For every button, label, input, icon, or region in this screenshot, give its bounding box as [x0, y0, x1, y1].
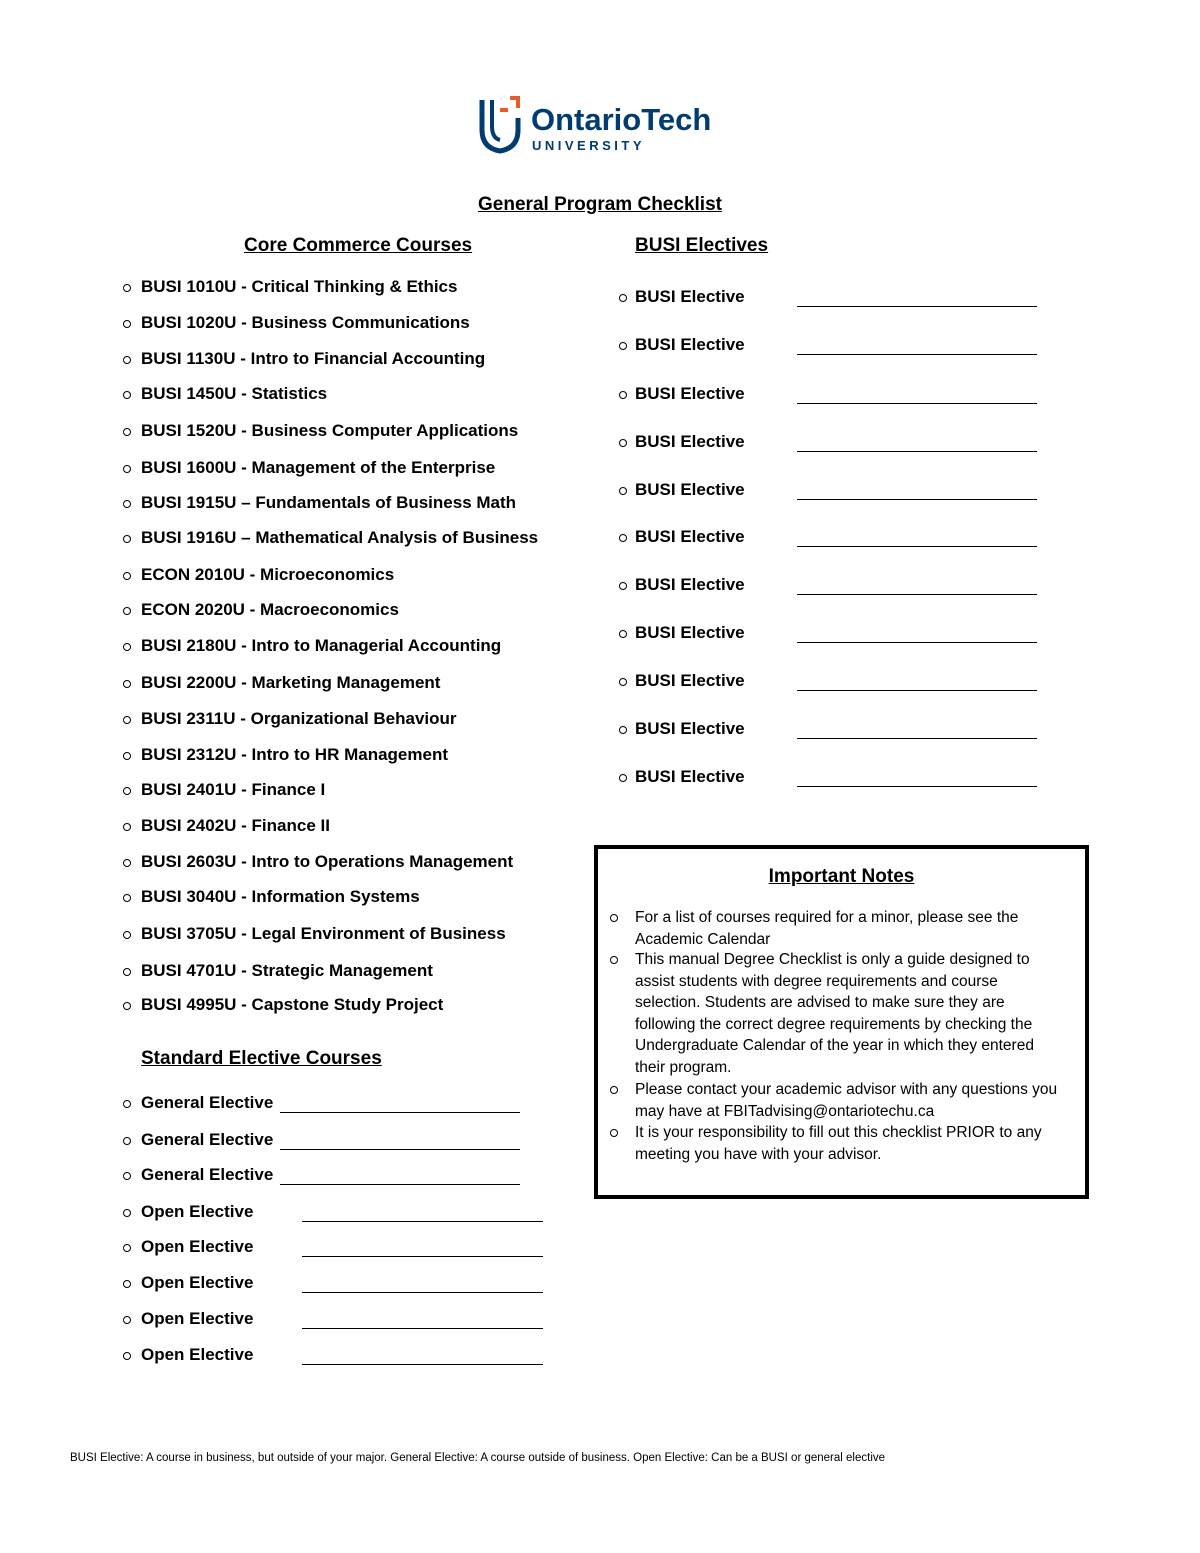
core-course-item: BUSI 1520U - Business Computer Applications — [141, 421, 519, 440]
core-course-item: BUSI 2312U - Intro to HR Management — [141, 745, 448, 764]
fill-in-line[interactable] — [797, 786, 1037, 787]
fill-in-line[interactable] — [280, 1184, 520, 1185]
general-elective-item: General Elective — [141, 1093, 274, 1112]
checkbox-circle-icon[interactable] — [619, 342, 627, 350]
note-bullet-icon — [610, 914, 618, 922]
checkbox-circle-icon[interactable] — [619, 487, 627, 495]
busi-elective-item: BUSI Elective — [635, 384, 745, 403]
core-course-item: ECON 2010U - Microeconomics — [141, 565, 395, 584]
checkbox-circle-icon[interactable] — [123, 1172, 131, 1180]
core-course-item: BUSI 2180U - Intro to Managerial Accounting — [141, 636, 502, 655]
checkbox-circle-icon[interactable] — [619, 582, 627, 590]
fill-in-line[interactable] — [797, 451, 1037, 452]
fill-in-line[interactable] — [302, 1256, 543, 1257]
checkbox-circle-icon[interactable] — [619, 678, 627, 686]
checkbox-circle-icon[interactable] — [123, 356, 131, 364]
busi-elective-item: BUSI Elective — [635, 623, 745, 642]
fill-in-line[interactable] — [797, 642, 1037, 643]
checkbox-circle-icon[interactable] — [619, 391, 627, 399]
ontario-tech-logo — [476, 96, 726, 154]
core-courses-heading: Core Commerce Courses — [244, 235, 473, 256]
fill-in-line[interactable] — [797, 690, 1037, 691]
busi-elective-item: BUSI Elective — [635, 671, 745, 690]
fill-in-line[interactable] — [797, 546, 1037, 547]
busi-elective-item: BUSI Elective — [635, 432, 745, 451]
page-title: General Program Checklist — [478, 194, 722, 215]
svg-text:UNIVERSITY: UNIVERSITY — [532, 138, 646, 153]
checkbox-circle-icon[interactable] — [123, 680, 131, 688]
checkbox-circle-icon[interactable] — [123, 535, 131, 543]
core-course-item: BUSI 1130U - Intro to Financial Accounting — [141, 349, 486, 368]
open-elective-item: Open Elective — [141, 1273, 254, 1292]
note-item: For a list of courses required for a minor, please see the Academic Calendar — [635, 909, 1019, 948]
important-notes-title: Important Notes — [768, 866, 915, 887]
busi-elective-item: BUSI Elective — [635, 335, 745, 354]
checkbox-circle-icon[interactable] — [123, 1137, 131, 1145]
checkbox-circle-icon[interactable] — [123, 1209, 131, 1217]
checkbox-circle-icon[interactable] — [123, 428, 131, 436]
core-course-item: BUSI 2401U - Finance I — [141, 780, 326, 799]
busi-elective-item: BUSI Elective — [635, 767, 745, 786]
checkbox-circle-icon[interactable] — [619, 630, 627, 638]
checkbox-circle-icon[interactable] — [619, 726, 627, 734]
checkbox-circle-icon[interactable] — [123, 1316, 131, 1324]
core-course-item: BUSI 3705U - Legal Environment of Business — [141, 924, 506, 943]
core-course-item: BUSI 1020U - Business Communications — [141, 313, 470, 332]
fill-in-line[interactable] — [302, 1364, 543, 1365]
fill-in-line[interactable] — [797, 738, 1037, 739]
checkbox-circle-icon[interactable] — [123, 968, 131, 976]
note-bullet-icon — [610, 956, 618, 964]
checkbox-circle-icon[interactable] — [123, 931, 131, 939]
core-course-item: ECON 2020U - Macroeconomics — [141, 600, 399, 619]
checkbox-circle-icon[interactable] — [619, 534, 627, 542]
busi-elective-item: BUSI Elective — [635, 719, 745, 738]
core-course-item: BUSI 1450U - Statistics — [141, 384, 328, 403]
open-elective-item: Open Elective — [141, 1309, 254, 1328]
checkbox-circle-icon[interactable] — [619, 294, 627, 302]
note-bullet-icon — [610, 1086, 618, 1094]
busi-elective-item: BUSI Elective — [635, 287, 745, 306]
note-item: Please contact your academic advisor with any questions you may have at FBITadvising@ontariotechu.ca — [635, 1081, 1058, 1120]
open-elective-item: Open Elective — [141, 1202, 254, 1221]
core-course-item: BUSI 2603U - Intro to Operations Management — [141, 852, 514, 871]
fill-in-line[interactable] — [302, 1292, 543, 1293]
core-course-item: BUSI 4701U - Strategic Management — [141, 961, 433, 980]
checkbox-circle-icon[interactable] — [123, 752, 131, 760]
note-item: It is your responsibility to fill out this checklist PRIOR to any meeting you have with your advisor. — [635, 1124, 1042, 1163]
checkbox-circle-icon[interactable] — [123, 500, 131, 508]
checkbox-circle-icon[interactable] — [123, 716, 131, 724]
general-elective-item: General Elective — [141, 1130, 274, 1149]
fill-in-line[interactable] — [797, 594, 1037, 595]
checkbox-circle-icon[interactable] — [123, 823, 131, 831]
checkbox-circle-icon[interactable] — [619, 774, 627, 782]
checkbox-circle-icon[interactable] — [123, 607, 131, 615]
checkbox-circle-icon[interactable] — [123, 391, 131, 399]
core-course-item: BUSI 2200U - Marketing Management — [141, 673, 441, 692]
checkbox-circle-icon[interactable] — [123, 894, 131, 902]
standard-electives-heading: Standard Elective Courses — [141, 1048, 382, 1069]
checkbox-circle-icon[interactable] — [123, 859, 131, 867]
core-course-item: BUSI 1010U - Critical Thinking & Ethics — [141, 277, 458, 296]
fill-in-line[interactable] — [797, 354, 1037, 355]
core-course-item: BUSI 2311U - Organizational Behaviour — [141, 709, 457, 728]
checkbox-circle-icon[interactable] — [619, 439, 627, 447]
shield-logo-icon — [476, 96, 726, 154]
checkbox-circle-icon[interactable] — [123, 465, 131, 473]
fill-in-line[interactable] — [797, 403, 1037, 404]
core-course-item: BUSI 1916U – Mathematical Analysis of Business — [141, 528, 539, 547]
checkbox-circle-icon[interactable] — [123, 1244, 131, 1252]
busi-elective-item: BUSI Elective — [635, 527, 745, 546]
note-bullet-icon — [610, 1129, 618, 1137]
checkbox-circle-icon[interactable] — [123, 572, 131, 580]
checkbox-circle-icon[interactable] — [123, 320, 131, 328]
fill-in-line[interactable] — [797, 306, 1037, 307]
core-course-item: BUSI 3040U - Information Systems — [141, 887, 420, 906]
checkbox-circle-icon[interactable] — [123, 787, 131, 795]
busi-elective-item: BUSI Elective — [635, 480, 745, 499]
general-elective-item: General Elective — [141, 1165, 274, 1184]
fill-in-line[interactable] — [280, 1112, 520, 1113]
checkbox-circle-icon[interactable] — [123, 1280, 131, 1288]
checkbox-circle-icon[interactable] — [123, 284, 131, 292]
core-course-item: BUSI 2402U - Finance II — [141, 816, 330, 835]
footer-legend: BUSI Elective: A course in business, but outside of your major. General Elective: A course outside of business. Open Elective: Can be a BUSI or general elective — [70, 1452, 886, 1464]
checkbox-circle-icon[interactable] — [123, 643, 131, 651]
busi-electives-heading: BUSI Electives — [635, 235, 769, 256]
core-course-item: BUSI 4995U - Capstone Study Project — [141, 995, 444, 1014]
core-course-item: BUSI 1915U – Fundamentals of Business Math — [141, 493, 517, 512]
fill-in-line[interactable] — [280, 1149, 520, 1150]
fill-in-line[interactable] — [302, 1328, 543, 1329]
fill-in-line[interactable] — [302, 1221, 543, 1222]
checkbox-circle-icon[interactable] — [123, 1002, 131, 1010]
note-item: This manual Degree Checklist is only a guide designed to assist students with degree requirements and course selection. Students are advised to make sure they are following the correct degree requirements by checking the Undergraduate Calendar of the year in which they entered their program. — [635, 951, 1034, 1076]
checkbox-circle-icon[interactable] — [123, 1100, 131, 1108]
busi-elective-item: BUSI Elective — [635, 575, 745, 594]
open-elective-item: Open Elective — [141, 1345, 254, 1364]
core-course-item: BUSI 1600U - Management of the Enterprise — [141, 458, 496, 477]
checkbox-circle-icon[interactable] — [123, 1352, 131, 1360]
fill-in-line[interactable] — [797, 499, 1037, 500]
open-elective-item: Open Elective — [141, 1237, 254, 1256]
logo-text: OntarioTech — [531, 102, 712, 137]
